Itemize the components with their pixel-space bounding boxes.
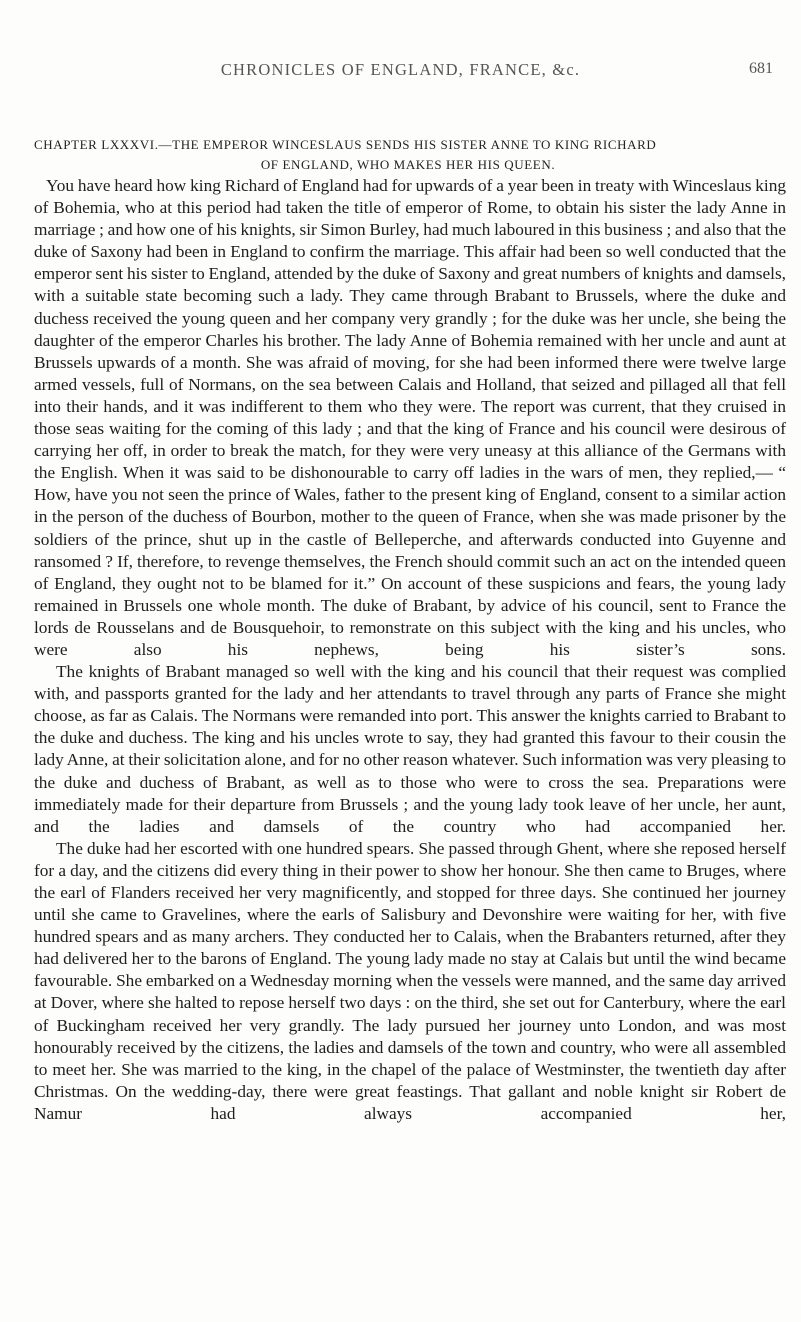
chapter-body: [34, 175, 786, 1125]
running-title: CHRONICLES OF ENGLAND, FRANCE, &c.: [220, 60, 581, 79]
chapter-heading-line-2: OF ENGLAND, WHO MAKES HER HIS QUEEN.: [260, 157, 556, 172]
chapter-heading: [34, 135, 782, 175]
paragraph-2: The knights of Brabant managed so well with the king and his council that their request was complied with, and passports granted for the lady and her attendants to travel through any parts of France she might choose, as far as Calais. The Normans were remanded into port. This answer the knights carried to Brabant to the duke and duchess. The king and his uncles wrote to say, they had granted this favour to their cousin the lady Anne, at their solicitation alone, and for no other reason whatever. Such information was very pleasing to the duke and duchess of Brabant, as well as to those who were to cross the sea. Preparations were immediately made for their departure from Brussels ; and the young lady took leave of her uncle, her aunt, and the ladies and damsels of the country who had accompanied her.: [34, 662, 786, 836]
paragraph-1: You have heard how king Richard of England had for upwards of a year been in treaty with Winceslaus king of Bohemia, who at this period had taken the title of emperor of Rome, to obtain his sister the lady Anne in marriage ; and how one of his knights, sir Simon Burley, had much laboured in this business ; and also that the duke of Saxony had been in England to confirm the marriage. This affair had been so well conducted that the emperor sent his sister to England, attended by the duke of Saxony and great numbers of knights and damsels, with a suitable state becoming such a lady. They came through Brabant to Brussels, where the duke and duchess received the young queen and her company very grandly ; for the duke was her uncle, she being the daughter of the emperor Charles his brother. The lady Anne of Bohemia remained with her uncle and aunt at Brussels upwards of a month. She was afraid of moving, for she had been informed there were twelve large armed vessels, full of Normans, on the sea between Calais and Holland, that seized and pillaged all that fell into their hands, and it was indifferent to them who they were. The report was current, that they cruised in those seas waiting for the coming of this lady ; and that the king of France and his council were desirous of carrying her off, in order to break the match, for they were very uneasy at this alliance of the Germans with the English. When it was said to be dishonourable to carry off ladies in the wars of men, they replied,— “ How, have you not seen the prince of Wales, father to the present king of England, consent to a similar action in the person of the duchess of Bourbon, mother to the queen of France, when she was made prisoner by the soldiers of the prince, shut up in the castle of Belleperche, and afterwards conducted into Guyenne and ransomed ? If, therefore, to revenge themselves, the French should commit such an act on the intended queen of England, they ought not to be blamed for it.” On account of these suspicions and fears, the young lady remained in Brussels one whole month. The duke of Brabant, by advice of his council, sent to France the lords de Rousselans and de Bousquehoir, to remonstrate on this subject with the king and his uncles, who were also his nephews, being his sister’s sons.: [34, 176, 786, 659]
running-head: [0, 60, 801, 82]
page-number: 681: [749, 60, 773, 77]
chapter-heading-line-1: CHAPTER LXXXVI.—THE EMPEROR WINCESLAUS SENDS HIS SISTER ANNE TO KING RICHARD: [34, 137, 657, 152]
paragraph-3: The duke had her escorted with one hundred spears. She passed through Ghent, where she reposed herself for a day, and the citizens did every thing in their power to show her honour. She then came to Bruges, where the earl of Flanders received her very magnificently, and stopped for three days. She continued her journey until she came to Gravelines, where the earls of Salisbury and Devonshire were waiting for her, with five hundred spears and as many archers. They conducted her to Calais, when the Brabanters returned, after they had delivered her to the barons of England. The young lady made no stay at Calais but until the wind became favourable. She embarked on a Wednesday morning when the vessels were manned, and the same day arrived at Dover, where she halted to repose herself two days : on the third, she set out for Canterbury, where the earl of Buckingham received her very grandly. The lady pursued her journey unto London, and was most honourably received by the citizens, the ladies and damsels of the town and country, who were all assembled to meet her. She was married to the king, in the chapel of the palace of Westminster, the twentieth day after Christmas. On the wedding-day, there were great feastings. That gallant and noble knight sir Robert de Namur had always accompanied her,: [34, 838, 786, 1123]
